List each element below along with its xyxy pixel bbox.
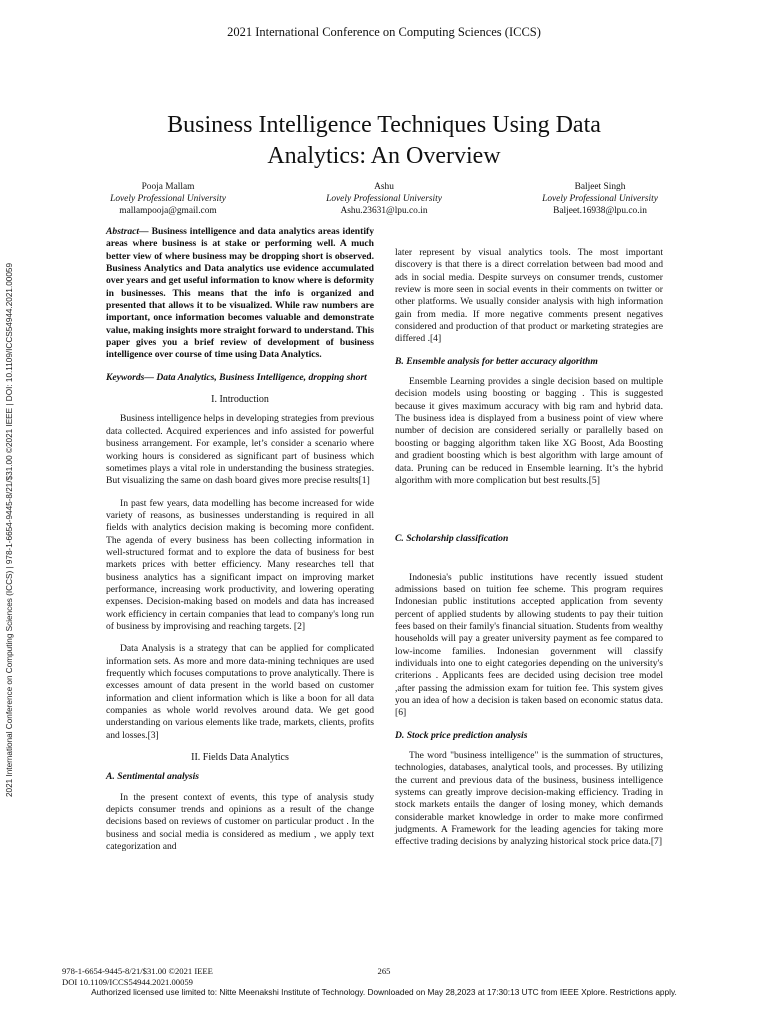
paragraph: The word "business intelligence" is the summation of structures, technologies, databases, analytical tools, and processes. By utilizing the current and previous data of the business, business intelligence systems can greatly improve decision-making efficiency. Trading in stock markets entails the danger of losing money, which demands considerable market knowledge in order to make more confirmed judgments. A Framework for the leading agencies for taking more effective trading decisions by analyzing historical stock price data.[7] bbox=[395, 750, 663, 848]
subsection-heading-scholarship: C. Scholarship classification bbox=[395, 533, 509, 545]
author-email: mallampooja@gmail.com bbox=[119, 206, 217, 216]
author-affiliation: Lovely Professional University bbox=[542, 194, 658, 204]
paragraph: In the present context of events, this type of analysis study depicts consumer trends and opinions as a result of the change decisions based on reviews of customer on particular product . In the business and social media is considered as medium , we apply text categorization and bbox=[106, 791, 374, 853]
page-number: 265 bbox=[377, 966, 391, 976]
paragraph: Data Analysis is a strategy that can be applied for complicated information sets. As more and more data-mining techniques are used frequently which focuses computations to prove analytically. There is excesses amount of data present in the world based on customer information and client information which is like a boon for all data companies as whole world revolves around data. We get good understanding on various elements like trade, markets, clients, profits and losses.[3] bbox=[106, 643, 374, 741]
subsection-heading-ensemble: B. Ensemble analysis for better accuracy algorithm bbox=[395, 355, 598, 367]
title-line-2: Analytics: An Overview bbox=[267, 143, 501, 169]
subsection-heading-stock: D. Stock price prediction analysis bbox=[395, 729, 528, 741]
title-line-1: Business Intelligence Techniques Using Data bbox=[167, 112, 601, 138]
author-affiliation: Lovely Professional University bbox=[326, 194, 442, 204]
abstract bbox=[106, 226, 374, 362]
author-block bbox=[60, 181, 708, 217]
author-name: Baljeet Singh bbox=[574, 182, 626, 192]
author-name: Pooja Mallam bbox=[141, 182, 195, 192]
paragraph: Indonesia's public institutions have recently issued student admissions based on tuition fee scheme. This program requires Indonesian public institutions accepted application from seventy percent of applied students by allowing students to pay their tuition fees based on their family's financial situation. Students from wealthy households will pay a greater university payment as fee compared to low-income families. Indonesian government will classify individuals into one to eight categories depending on the university's criterions . Applicants fees are decided using decision tree model ,after passing the admission exam for tuition fee. This system gives you an idea of how a decision is taken based on economic status data.[6] bbox=[395, 571, 663, 719]
vertical-citation-strip: 2021 International Conference on Computing Sciences (ICCS) | 978-1-6654-9445-8/21/$31.00 ©2021 IEEE | DOI: 10.1109/ICCS54944.2021.00059 bbox=[5, 262, 14, 798]
author-3 bbox=[492, 181, 708, 217]
left-column bbox=[106, 226, 374, 863]
section-heading-introduction: I. Introduction bbox=[211, 394, 269, 406]
paper-title bbox=[90, 110, 678, 172]
right-column bbox=[395, 247, 663, 859]
paragraph: In past few years, data modelling has become increased for wide variety of reasons, as businesses understanding is required in all fields with analytics decision making is becoming more confident. The agenda of every business has been collecting information in well-structured format and to explore the data of business for best markets prices with better efficiency. Many researches tell that business analytics has a significant impact on improving market performance, increasing work productivity, and lowering operating expenses. Decision-making based on models and data has increased work efficiency in certain companies that lead to company's long run of business by improvising and reaching targets. [2] bbox=[106, 497, 374, 632]
spacer bbox=[395, 497, 663, 527]
abstract-text: Business intelligence and data analytics areas identify areas where business is at stake or performing well. A much better view of where business may be dropping short is observed. Business Analytics and Data analytics use evidence accumulated over years and get useful information to know where is deformity in businesses. This means that the info is organized and presented that allows it to be visualized. While raw numbers are important, once information becomes valuable and demonstrate value, making insights more straight forward to understand. This paper gives you a brief review of development of business intelligence over course of time using Data Analytics. bbox=[106, 226, 374, 361]
doi-line: DOI 10.1109/ICCS54944.2021.00059 bbox=[62, 977, 193, 987]
keywords: Keywords— Data Analytics, Business Intelligence, dropping short bbox=[106, 371, 367, 383]
paragraph: later represent by visual analytics tools. The most important discovery is that there is a direct correlation between bad mood and ads in social media. Despite surveys on consumer trends, customer review is more seen in social events in their comments on twitter or other platforms. We usually consider analysis with high information gain from media. If more negative comments present negatives considered and production of that product or marketing strategies are differed .[4] bbox=[395, 247, 663, 345]
paragraph: Ensemble Learning provides a single decision based on multiple decision models using boosting or bagging . This is suggested because it gives maximum accuracy with big ram and hybrid data. The business idea is displayed from a business point of view where number of decision are considered serially or parallelly based on boosting or bagging algorithm taken like XG Boost, Ada Boosting and gradient boosting which is best algorithm with large amount of data. Pruning can be reduced in Ensemble learning. It’s the hybrid algorithm with more complication but best results.[5] bbox=[395, 376, 663, 486]
author-email: Baljeet.16938@lpu.co.in bbox=[553, 206, 647, 216]
author-affiliation: Lovely Professional University bbox=[110, 194, 226, 204]
spacer bbox=[395, 554, 663, 572]
abstract-label: Abstract— bbox=[106, 226, 149, 237]
conference-header: 2021 International Conference on Computing Sciences (ICCS) bbox=[227, 25, 541, 39]
author-email: Ashu.23631@lpu.co.in bbox=[340, 206, 428, 216]
author-2 bbox=[276, 181, 492, 217]
subsection-heading-sentimental: A. Sentimental analysis bbox=[106, 771, 200, 783]
section-heading-fields: II. Fields Data Analytics bbox=[191, 752, 289, 764]
author-1 bbox=[60, 181, 276, 217]
paragraph: Business intelligence helps in developing strategies from previous data collected. Acquired experiences and info assisted for powerful business arrangement. For example, let’s consider a scenario where working hours is considered as significant part of business which sometimes plays a vital role in understanding the business strategies. But visualizing the same on dash board gives more precise results[1] bbox=[106, 413, 374, 487]
license-notice: Authorized licensed use limited to: Nitte Meenakshi Institute of Technology. Downloaded on May 28,2023 at 17:30:13 UTC from IEEE Xplore. Restrictions apply. bbox=[91, 987, 677, 997]
isbn-line: 978-1-6654-9445-8/21/$31.00 ©2021 IEEE bbox=[62, 966, 213, 976]
author-name: Ashu bbox=[374, 182, 394, 192]
